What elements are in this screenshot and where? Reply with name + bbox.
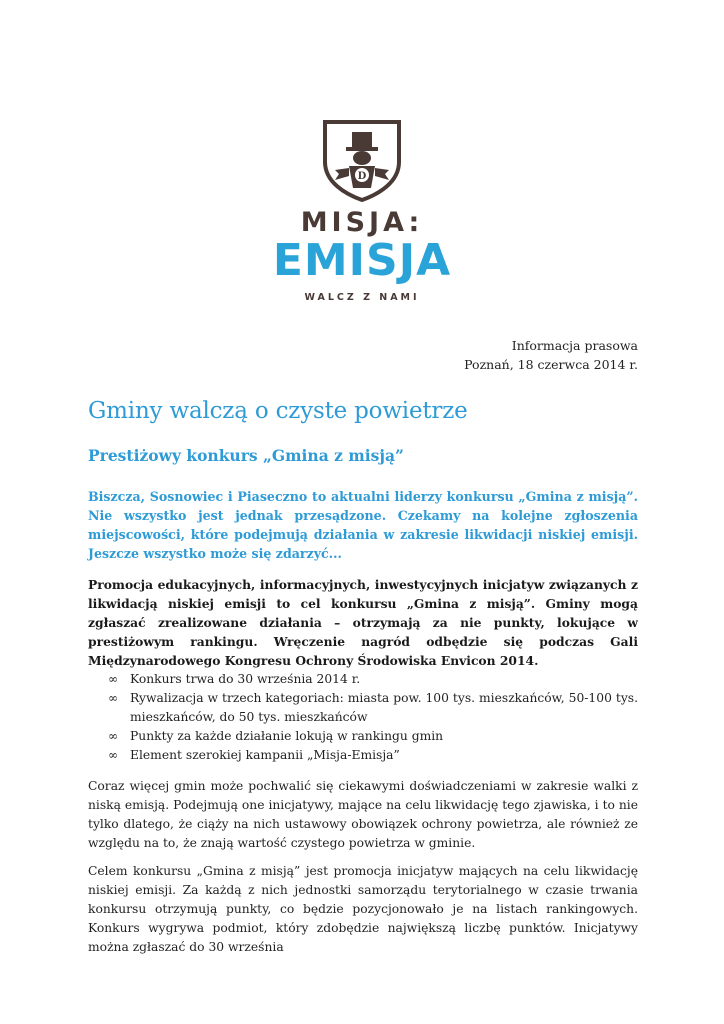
body-paragraph: Coraz więcej gmin może pochwalić się ciekawymi doświadczeniami w zakresie walki z niską emisją. Podejmują one inicjatywy, mające na celu likwidację tego zjawiska, i to nie tylko dlatego, że ciąży na nich ustawowy obowiązek ochrony powietrza, ale również ze względu na to, że znają wartość czystego powietrza w gminie.	[88, 779, 638, 850]
list-item: ∞ Element szerokiej kampanii „Misja-Emisja”	[88, 746, 638, 765]
press-label: Informacja prasowa	[511, 338, 638, 353]
bullet-list	[88, 670, 638, 765]
list-item: ∞ Rywalizacja w trzech kategoriach: miasta pow. 100 tys. mieszkańców, 50-100 tys. mieszkańców, do 50 tys. mieszkańców	[108, 691, 638, 724]
infinity-bullet-icon: ∞	[108, 672, 118, 686]
body-paragraph: Celem konkursu „Gmina z misją” jest promocja inicjatyw mających na celu likwidację niskiej emisji. Za każdą z nich jednostki samorządu terytorialnego w czasie trwania konkursu otrzymują punkty, co będzie pozycjonowało je na listach rankingowych. Konkurs wygrywa podmiot, który zdobędzie największą liczbę punktów. Inicjatywy można zgłaszać do 30 września	[88, 864, 638, 954]
infinity-bullet-icon: ∞	[108, 691, 118, 705]
intro-paragraph: Promocja edukacyjnych, informacyjnych, inwestycyjnych inicjatyw związanych z likwidacją niskiej emisji to cel konkursu „Gmina z misją”. Gminy mogą zgłaszać zrealizowane działania – otrzymają za nie punkty, lokujące w prestiżowym rankingu. Wręczenie nagród odbędzie się podczas Gali Międzynarodowego Kongresu Ochrony Środowiska Envicon 2014.	[88, 577, 638, 668]
page-subtitle: Prestiżowy konkurs „Gmina z misją”	[88, 446, 404, 465]
logo-line2: EMISJA	[272, 235, 452, 286]
logo	[0, 118, 724, 303]
list-item: ∞ Punkty za każde działanie lokują w rankingu gmin	[88, 727, 638, 746]
infinity-bullet-icon: ∞	[108, 748, 118, 762]
lead-paragraph: Biszcza, Sosnowiec i Piaseczno to aktualni liderzy konkursu „Gmina z misją”. Nie wszystko jest jednak przesądzone. Czekamy na kolejne zgłoszenia miejscowości, które podejmują działania w zakresie likwidacji niskiej emisji. Jeszcze wszystko może się zdarzyć...	[88, 489, 638, 561]
press-place-date: Poznań, 18 czerwca 2014 r.	[464, 357, 638, 372]
logo-tagline: WALCZ Z NAMI	[304, 292, 420, 303]
infinity-bullet-icon: ∞	[108, 729, 118, 743]
page-title: Gminy walczą o czyste powietrze	[88, 398, 468, 424]
list-item: ∞ Konkurs trwa do 30 września 2014 r.	[88, 670, 638, 689]
shield-letter: D	[357, 171, 367, 182]
shield-mascot-icon	[319, 118, 405, 202]
logo-line1: MISJA:	[300, 207, 424, 238]
press-info	[464, 336, 638, 374]
